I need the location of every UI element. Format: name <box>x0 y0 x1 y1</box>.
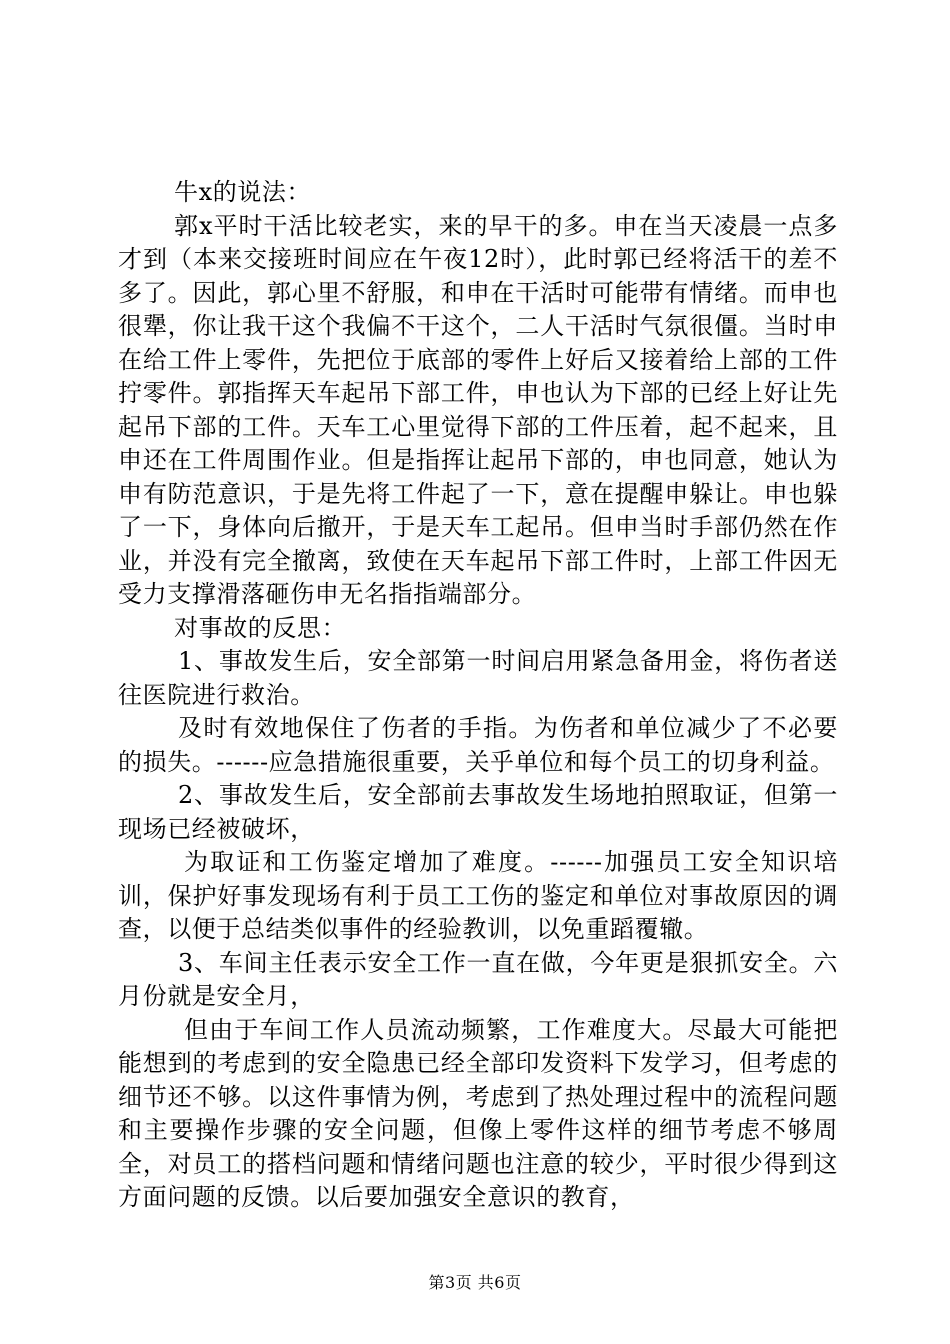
page-number-footer: 第3页 共6页 <box>428 1273 522 1292</box>
paragraph-niu-statement: 郭x平时干活比较老实，来的早干的多。申在当天凌晨一点多才到（本来交接班时间应在午夜12时），此时郭已经将活干的差不多了。因此，郭心里不舒服，和申在干活时可能带有情绪。而申也很犟，你让我干这个我偏不干这个，二人干活时气氛很僵。当时申在给工件上零件，先把位于底部的零件上好后又接着给上部的工件拧零件。郭指挥天车起吊下部工件，申也认为下部的已经上好让先起吊下部的工件。天车工心里觉得下部的工件压着，起不起来，且申还在工件周围作业。但是指挥让起吊下部的，申也同意，她认为申有防范意识，于是先将工件起了一下，意在提醒申躲让。申也躲了一下，身体向后撤开，于是天车工起吊。但申当时手部仍然在作业，并没有完全撤离，致使在天车起吊下部工件时，上部工件因无受力支撑滑落砸伤申无名指指端部分。 <box>118 211 838 608</box>
paragraph-reflection-heading: 对事故的反思： <box>174 613 347 642</box>
paragraph-niu-statement-heading: 牛x的说法： <box>174 178 312 206</box>
paragraph-reflection-2-detail: 为取证和工伤鉴定增加了难度。------加强员工安全知识培训，保护好事发现场有利于员工工伤的鉴定和单位对事故原因的调查，以便于总结类似事件的经验教训，以免重蹈覆辙。 <box>118 848 838 943</box>
paragraph-reflection-2: 2、事故发生后，安全部前去事故发生场地拍照取证，但第一现场已经被破坏， <box>118 781 838 843</box>
paragraph-reflection-3-detail: 但由于车间工作人员流动频繁，工作难度大。尽最大可能把能想到的考虑到的安全隐患已经全部印发资料下发学习，但考虑的细节还不够。以这件事情为例，考虑到了热处理过程中的流程问题和主要操作步骤的安全问题，但像上零件这样的细节考虑不够周全，对员工的搭档问题和情绪问题也注意的较少，平时很少得到这方面问题的反馈。以后要加强安全意识的教育， <box>118 1015 838 1211</box>
paragraph-reflection-3: 3、车间主任表示安全工作一直在做，今年更是狠抓安全。六月份就是安全月， <box>118 948 838 1010</box>
document-body <box>118 176 838 1215</box>
paragraph-reflection-1: 1、事故发生后，安全部第一时间启用紧急备用金，将伤者送往医院进行救治。 <box>118 647 838 709</box>
paragraph-reflection-1-detail: 及时有效地保住了伤者的手指。为伤者和单位减少了不必要的损失。------应急措施很重要，关乎单位和每个员工的切身利益。 <box>118 714 838 776</box>
